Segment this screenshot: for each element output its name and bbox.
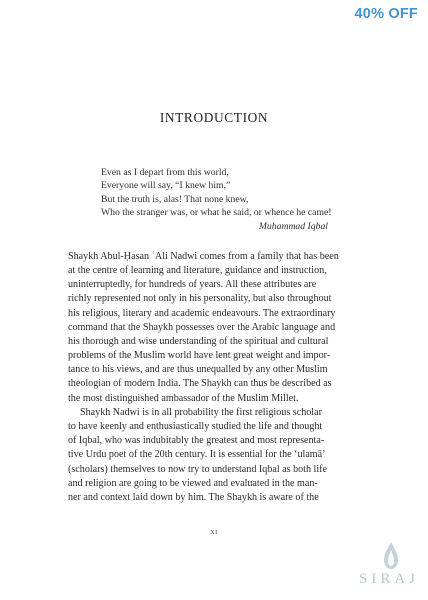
discount-badge: 40% OFF [354,6,418,22]
text-line: of Iqbal, who was indubitably the greatest and most representa- [68,435,325,447]
text-line: problems of the Muslim world have lent great weight and impor- [68,350,331,362]
page-number: xi [210,526,218,536]
text-line: the most distinguished ambassador of the Muslim Millet. [68,392,299,404]
text-line: (scholars) themselves to now try to understand Iqbal as both life [68,463,328,475]
text-line: uninterruptedly, for hundreds of years. All these attributes are [68,279,317,291]
epigraph-line: Even as I depart from this world, [101,167,229,178]
watermark-logo-text: SIRAJ [359,571,420,587]
epigraph-verse [101,166,332,220]
paragraph-1 [68,250,361,406]
text-line: tive Urdu poet of the 20th century. It is essential for the ‘ulamā’ [68,449,326,461]
text-line: tance to his views, and are thus unequalled by any other Muslim [68,364,328,376]
text-line: Shaykh Abul-Ḥasan ʿAli Nadwi comes from a family that has been [68,251,339,262]
epigraph-attribution: Muhammad Iqbal [258,221,328,232]
text-line: ner and context laid down by him. The Shaykh is aware of the [68,491,319,503]
text-line: his thorough and wise understanding of the spiritual and cultural [68,335,329,347]
text-line: his religious, literary and academic endeavours. The extraordinary [68,307,336,319]
paragraph-2 [68,406,361,505]
flame-drop-icon [382,541,400,571]
epigraph-line: Who the stranger was, or what he said, or whence he came! [101,207,332,219]
text-line: Shaykh Nadwi is in all probability the first religious scholar [80,407,322,418]
text-line: richly represented not only in his personality, but also throughout [68,293,332,305]
text-line: at the centre of learning and literature, guidance and instruction, [68,265,327,277]
chapter-heading: INTRODUCTION [159,110,269,125]
text-line: and religion are going to be viewed and evaluated in the man- [68,477,318,489]
text-line: to have keenly and enthusiastically studied the life and thought [68,421,323,433]
epigraph-line: Everyone will say, “I knew him,” [101,180,231,192]
epigraph-line: But the truth is, alas! That none knew, [101,193,249,205]
text-line: theologian of modern India. The Shaykh can thus be described as [68,378,332,390]
text-line: command that the Shaykh possesses over the Arabic language and [68,321,336,333]
